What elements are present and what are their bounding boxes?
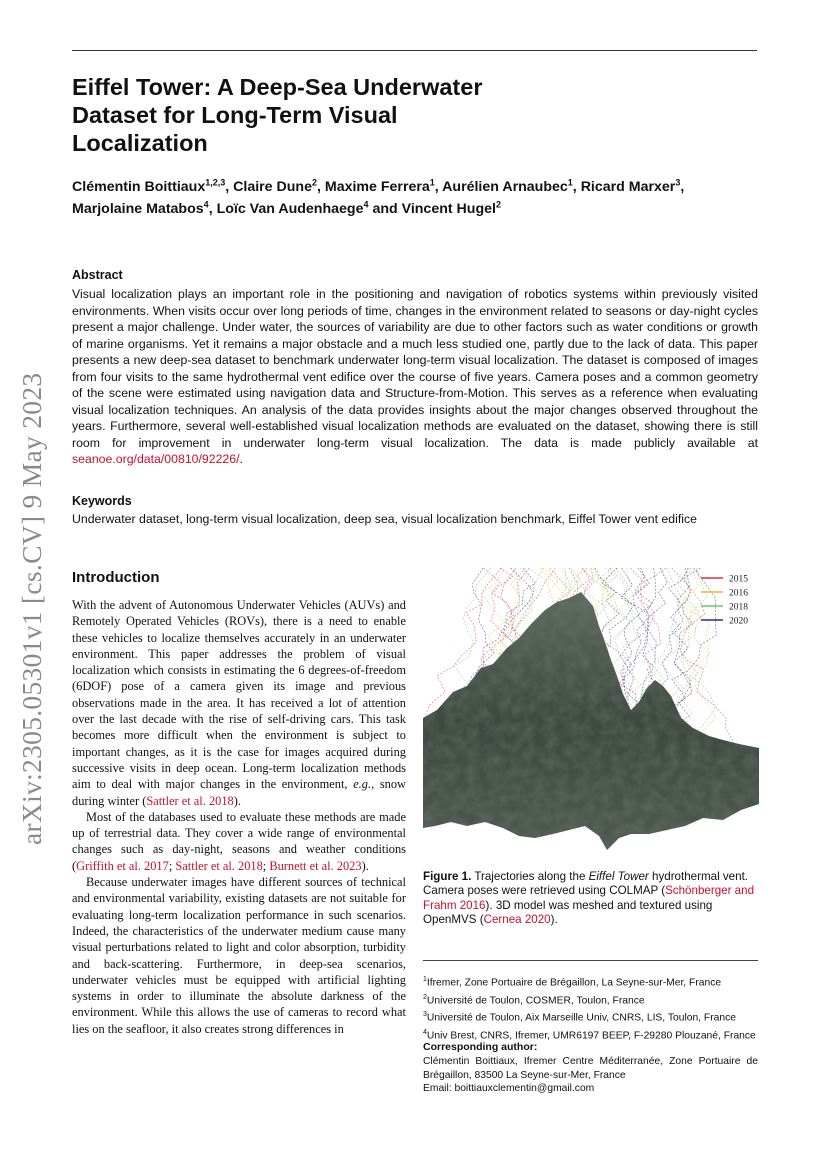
- figure-legend: [701, 575, 748, 627]
- vent-model-illustration: [423, 568, 759, 860]
- citation-link[interactable]: Burnett et al. 2023: [269, 858, 362, 873]
- author-affiliation: 1: [429, 177, 435, 188]
- author-affiliation: 2: [311, 177, 317, 188]
- author-list: Clémentin Boittiaux$^{1,2,3}$, Claire Dune$^2$, Maxime Ferrera$^1$, Aurélien Arnaubec$^1$, Ricard Marxer$^3$, Marjolaine Matabos$^4$, Loïc Van Audenhaege$^4$ and Vincent Hugel$^2$: [72, 177, 685, 217]
- intro-paragraph-1: With the advent of Autonomous Underwater Vehicles (AUVs) and Remotely Operated Vehicles (ROVs), there is a need to enable these vehicles to localize themselves accurately in an underwater environment. This paper addresses the problem of visual localization which consists in estimating the 6 degrees-of-freedom (6DOF) pose of a camera given its image and previous observations made in the area. It has received a lot of attention over the last decade with the rise of self-driving cars. This task becomes more difficult when the environment is subject to important changes, as it is the case for images acquired during successive visits in deep ocean. Long-term localization methods aim to deal with major changes in the environment, e.g., snow during winter (Sattler et al. 2018).: [72, 598, 407, 808]
- author-affiliation: 2: [495, 199, 501, 210]
- keywords-heading: Keywords: [72, 494, 132, 508]
- citation-link[interactable]: Griffith et al. 2017: [76, 858, 169, 873]
- author-name: Maxime Ferrera: [324, 179, 430, 195]
- citation-link[interactable]: Sattler et al. 2018: [146, 793, 234, 808]
- affiliation-footnote: $^2$Université de Toulon, COSMER, Toulon, France: [423, 993, 645, 1007]
- legend-label: 2020: [729, 616, 748, 627]
- citation-link[interactable]: Cernea 2020: [483, 912, 551, 926]
- author-name: Clémentin Boittiaux: [72, 179, 206, 195]
- figure-caption: Figure 1. Trajectories along the Eiffel Tower hydrothermal vent. Camera poses were retrieved using COLMAP (Schönberger and Frahm 2016). 3D model was meshed and textured using OpenMVS (Cernea 2020).: [423, 870, 755, 926]
- affiliation-footnotes: [423, 973, 768, 1044]
- author-affiliation: 4: [203, 199, 209, 210]
- author-name: Vincent Hugel: [401, 201, 496, 217]
- author-affiliation: 1: [567, 177, 573, 188]
- top-rule: [72, 50, 757, 51]
- author-name: Loïc Van Audenhaege: [216, 201, 364, 217]
- dataset-link[interactable]: seanoe.org/data/00810/92226/: [72, 452, 240, 466]
- legend-label: 2018: [729, 602, 748, 613]
- author-name: Ricard Marxer: [580, 179, 676, 195]
- figure-1: [423, 568, 759, 860]
- abstract-end: .: [239, 452, 243, 466]
- arxiv-stamp: arXiv:2305.05301v1 [cs.CV] 9 May 2023: [16, 372, 47, 845]
- affiliation-footnote: $^1$Ifremer, Zone Portuaire de Brégaillon, La Seyne-sur-Mer, France: [423, 976, 722, 989]
- affiliation-footnote: $^4$Univ Brest, CNRS, Ifremer, UMR6197 BEEP, F-29280 Plouzané, France: [423, 1029, 756, 1042]
- citation-link[interactable]: Sattler et al. 2018: [175, 858, 263, 873]
- paper-title: Eiffel Tower: A Deep-Sea Underwater Dataset for Long-Term Visual Localization: [72, 74, 483, 156]
- author-affiliation: 1,2,3: [205, 177, 226, 188]
- abstract-heading: Abstract: [72, 268, 123, 282]
- author-affiliation: 3: [675, 177, 681, 188]
- author-name: Marjolaine Matabos: [72, 201, 204, 217]
- citation-link[interactable]: Schönberger and Frahm 2016: [423, 884, 755, 912]
- legend-label: 2015: [729, 574, 748, 585]
- intro-heading: Introduction: [72, 569, 160, 586]
- author-name: Claire Dune: [233, 179, 312, 195]
- abstract-body: Visual localization plays an important role in the positioning and navigation of robotics systems within previously visited environments. When visits occur over long periods of time, changes in the environment related to seasons or day-night cycles present a major challenge. Under water, the sources of variability are due to other factors such as water conditions or growth of marine organisms. Yet it remains a major obstacle and a much less studied one, partly due to the lack of data. This paper presents a new deep-sea dataset to benchmark underwater long-term visual localization. The dataset is composed of images from four visits to the same hydrothermal vent edifice over the course of five years. Camera poses and a common geometry of the scene were estimated using navigation data and Structure-from-Motion. This serves as a reference when evaluating visual localization techniques. An analysis of the data provides insights about the major changes observed throughout the years. Furthermore, several well-established visual localization methods are evaluated on the dataset, showing there is still room for improvement in underwater long-term visual localization. The data is made publicly available at: [72, 287, 758, 450]
- corresponding-heading: Corresponding author:: [423, 1041, 538, 1053]
- legend-label: 2016: [729, 588, 748, 599]
- author-affiliation: 4: [363, 199, 369, 210]
- corresponding-email: Email: boittiauxclementin@gmail.com: [423, 1083, 595, 1094]
- intro-paragraph-3: Because underwater images have different sources of technical and environmental variability, existing datasets are not suitable for evaluating long-term localization performance in such scenarios. Indeed, the characteristics of the underwater medium cause many visual perturbations related to light and color absorption, turbidity and back-scattering. Furthermore, in deep-sea scenarios, underwater vehicles must be equipped with artificial lighting systems in order to illuminate the absolute darkness of the environment. While this allows the use of cameras to record what lies on the seafloor, it also creates strong differences in: [72, 875, 406, 1036]
- affiliation-footnote: $^3$Université de Toulon, Aix Marseille Univ, CNRS, LIS, Toulon, France: [423, 1011, 736, 1024]
- author-name: Aurélien Arnaubec: [442, 179, 568, 195]
- corresponding-text: Clémentin Boittiaux, Ifremer Centre Méditerranée, Zone Portuaire de Brégaillon, 83500 La Seyne-sur-Mer, France Email: boittiauxclementin@gmail.com: [423, 1056, 758, 1094]
- footnote-rule: [423, 960, 758, 961]
- abstract-text: [72, 286, 758, 468]
- intro-paragraph-2: Most of the databases used to evaluate these methods are made up of terrestrial data. They cover a wide range of environmental changes such as day-night, seasons and weather conditions (Griffith et al. 2017; Sattler et al. 2018; Burnett et al. 2023).: [72, 809, 406, 873]
- intro-body: [72, 597, 406, 1037]
- keywords-text: Underwater dataset, long-term visual localization, deep sea, visual localization benchmark, Eiffel Tower vent edifice: [72, 512, 697, 526]
